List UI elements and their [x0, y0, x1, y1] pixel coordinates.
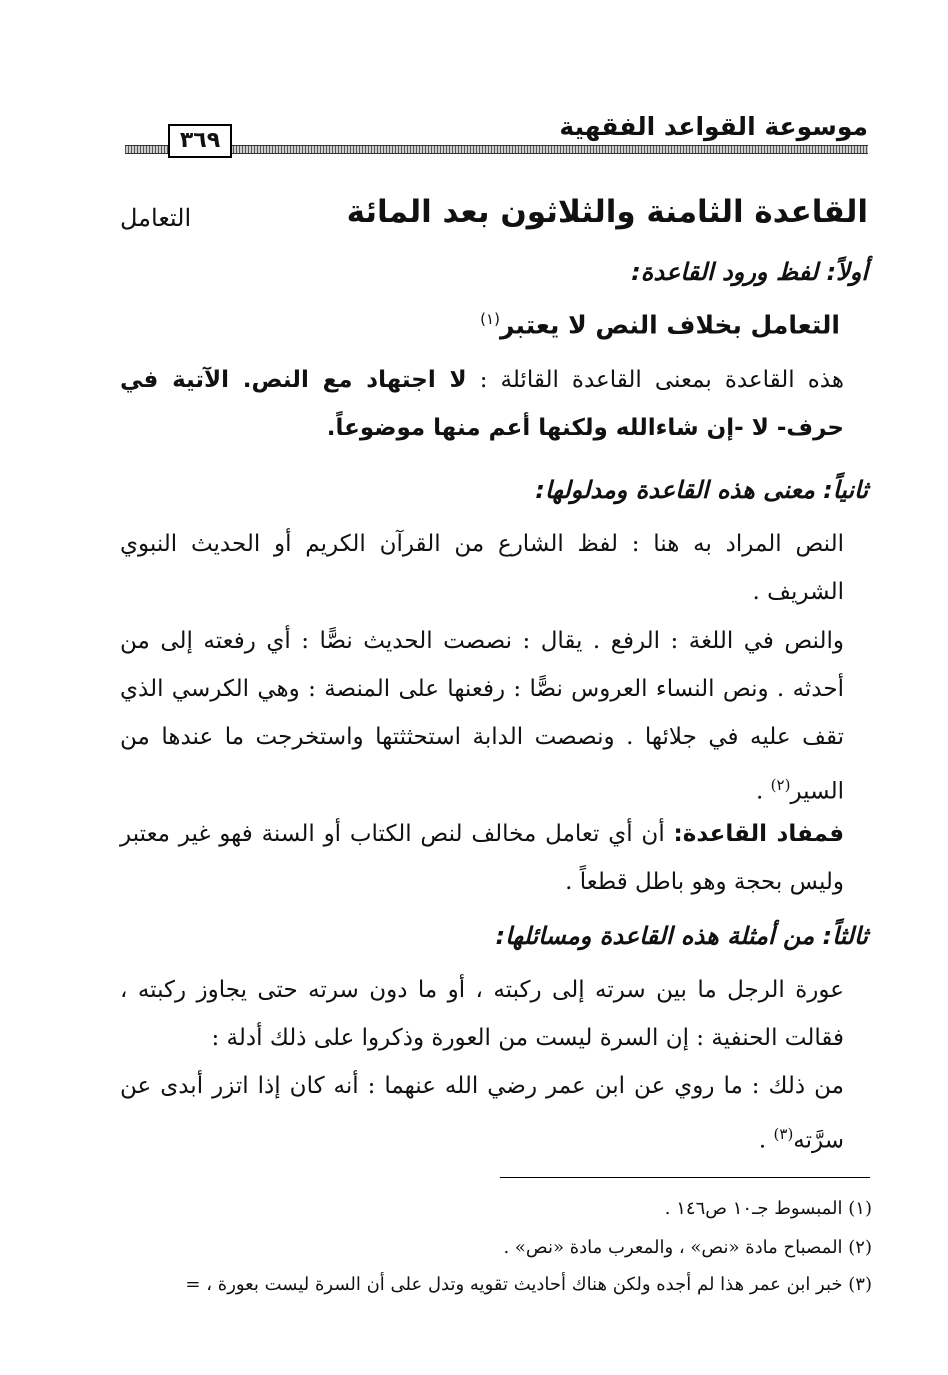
footnote-mark-1: (١): [480, 310, 500, 328]
paragraph-conclusion: [120, 810, 844, 906]
header-rule: [125, 145, 868, 154]
heading-third: ثالثاً: من أمثلة هذه القاعدة ومسائلها:: [495, 922, 868, 950]
paragraph-conclusion-body: أن أي تعامل مخالف لنص الكتاب أو السنة فهو غير معتبر وليس بحجة وهو باطل قطعاً .: [120, 821, 844, 895]
paragraph-conclusion-lead: فمفاد القاعدة:: [673, 821, 845, 847]
paragraph-evidence-body: من ذلك : ما روي عن ابن عمر رضي الله عنهما : أنه كان إذا اتزر أبدى عن سرَّته: [120, 1073, 844, 1154]
footnote-2: (٢) المصباح مادة «نص» ، والمعرب مادة «نص» .: [503, 1237, 872, 1258]
footnote-mark-3: (٣): [773, 1125, 794, 1143]
page-number: ٣٦٩: [168, 124, 232, 158]
heading-first: أولاً: لفظ ورود القاعدة:: [631, 258, 868, 286]
rule-text-body: التعامل بخلاف النص لا يعتبر: [499, 310, 840, 340]
paragraph-evidence: من ذلك : ما روي عن ابن عمر رضي الله عنهما : أنه كان إذا اتزر أبدى عن سرَّته$^{(٣)}$ .: [120, 1073, 844, 1154]
rule-text: [480, 310, 840, 339]
running-title: موسوعة القواعد الفقهية: [559, 112, 868, 141]
footnote-mark-2: (٢): [770, 776, 791, 794]
paragraph-text-meaning: النص المراد به هنا : لفظ الشارع من القرآن الكريم أو الحديث النبوي الشريف .: [120, 531, 844, 605]
rule-title: القاعدة الثامنة والثلاثون بعد المائة: [346, 194, 868, 230]
footnote-1: (١) المبسوط جـ١٠ ص١٤٦ .: [664, 1198, 872, 1219]
heading-second: ثانياً: معنى هذه القاعدة ومدلولها:: [535, 476, 868, 504]
paragraph-first-bold: لا اجتهاد مع النص. الآتية في حرف- لا -إن شاءالله ولكنها أعم منها موضوعاً.: [120, 367, 844, 441]
paragraph-first-plain: هذه القاعدة بمعنى القاعدة القائلة :: [479, 367, 845, 393]
footnote-separator: [500, 1177, 870, 1178]
paragraph-example: عورة الرجل ما بين سرته إلى ركبته ، أو ما دون سرته حتى يجاوز ركبته ، فقالت الحنفية : إن السرة ليست من العورة وذكروا على ذلك أدلة :: [120, 977, 844, 1051]
section-tag: التعامل: [120, 204, 192, 232]
footnote-3: (٣) خبر ابن عمر هذا لم أجده ولكن هناك أحاديث تقويه وتدل على أن السرة ليست بعورة ، =: [185, 1274, 872, 1295]
paragraph-first: [120, 356, 844, 452]
paragraph-linguistic-body: والنص في اللغة : الرفع . يقال : نصصت الحديث نصًّا : أي رفعته إلى من أحدثه . ونص النساء العروس نصًّا : رفعنها على المنصة : وهي الكرسي الذي تقف عليه في جلائها . ونصصت الدابة استحثثتها واستخرجت ما عندها من السير: [120, 628, 844, 805]
paragraph-linguistic: والنص في اللغة : الرفع . يقال : نصصت الحديث نصًّا : أي رفعته إلى من أحدثه . ونص النساء العروس نصًّا : رفعنها على المنصة : وهي الكرسي الذي تقف عليه في جلائها . ونصصت الدابة استحثثتها واستخرجت ما عندها من السير$^{(٢)}$ .: [120, 628, 844, 805]
